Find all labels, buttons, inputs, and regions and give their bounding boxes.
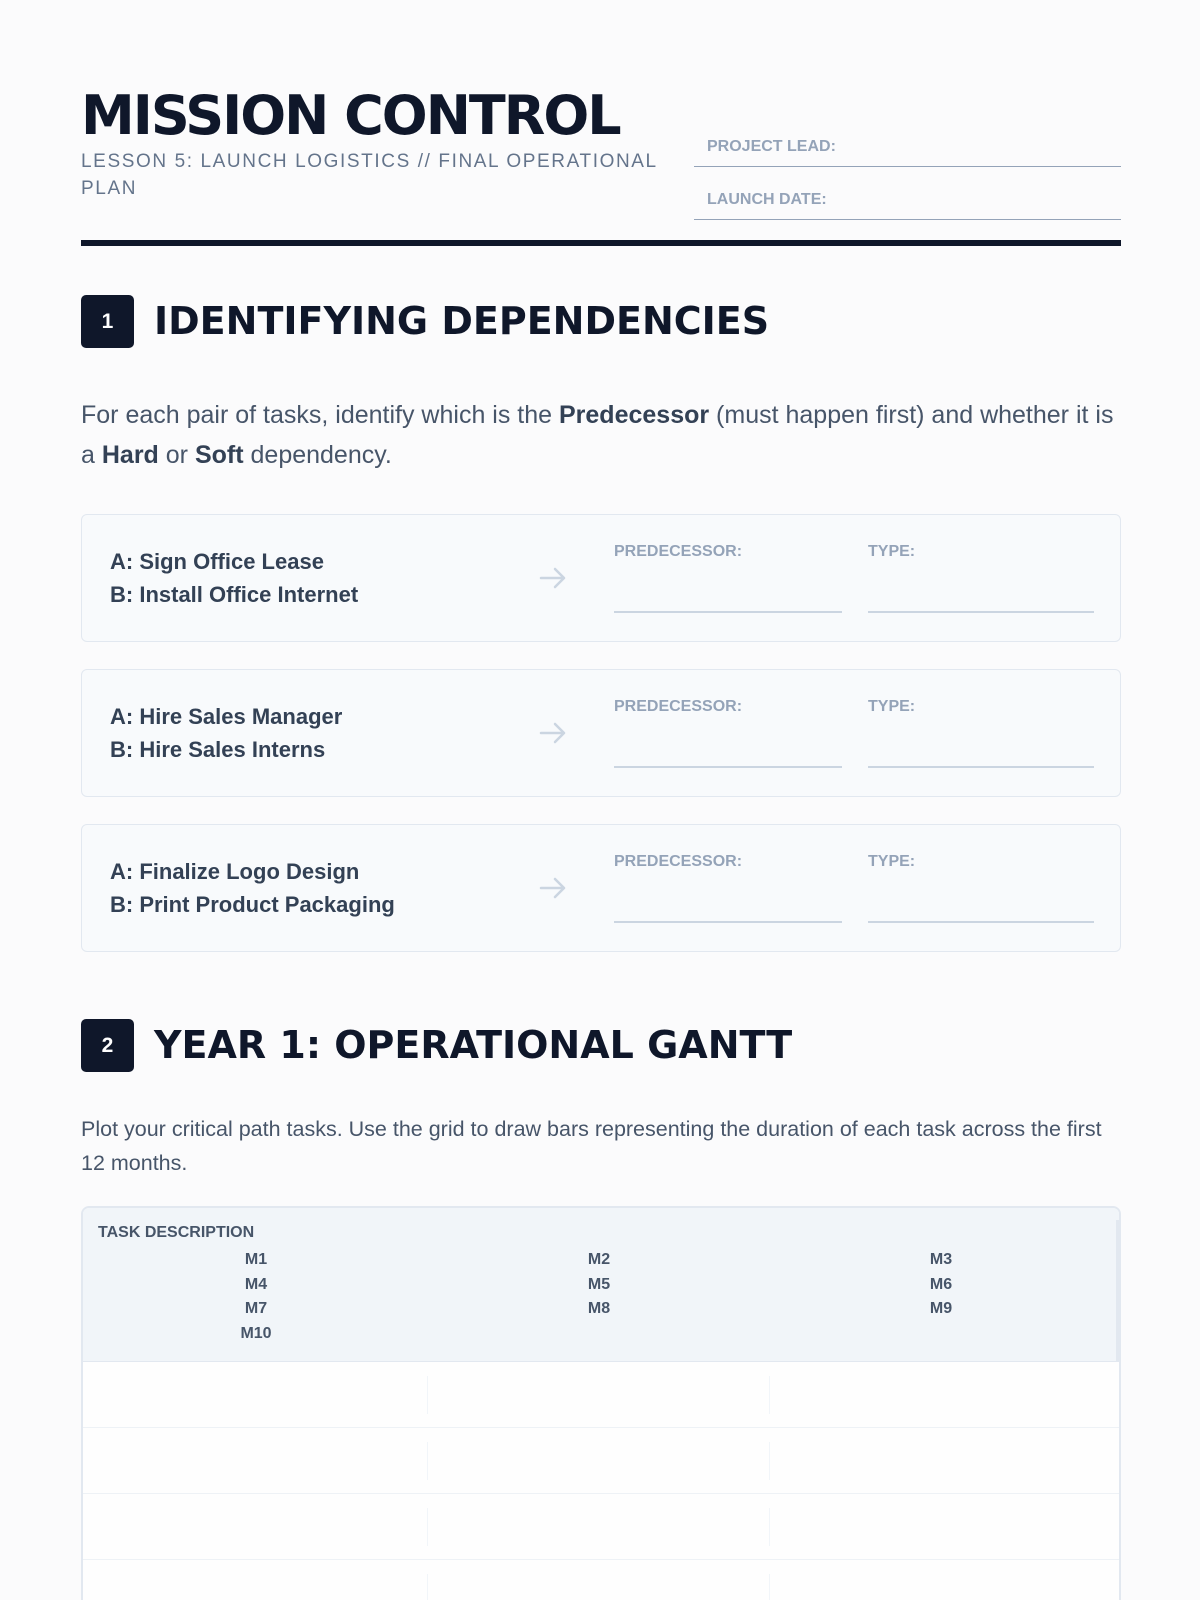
instructions-bold: Predecessor xyxy=(559,401,710,429)
task-a: A: Hire Sales Manager xyxy=(110,704,343,729)
page-header xyxy=(81,86,1121,206)
predecessor-label: PREDECESSOR: xyxy=(614,543,743,560)
month-label: M10 xyxy=(240,1324,272,1342)
predecessor-label: PREDECESSOR: xyxy=(614,853,743,870)
arrow-right-icon xyxy=(538,873,568,903)
launch-date-field[interactable] xyxy=(694,167,1121,220)
month-column-3 xyxy=(891,1248,991,1322)
page-title: MISSION CONTROL xyxy=(81,84,620,147)
project-lead-label: PROJECT LEAD: xyxy=(707,138,836,155)
instructions-bold: Hard xyxy=(101,441,159,469)
arrow-right-icon xyxy=(538,718,568,748)
header-fields xyxy=(694,114,1121,220)
section-2-badge: 2 xyxy=(81,1019,134,1072)
type-answer-line[interactable] xyxy=(868,921,1094,923)
section-2-instructions: Plot your critical path tasks. Use the grid to draw bars representing the duration of each task across the first 12 months. xyxy=(81,1117,1102,1175)
gantt-row[interactable] xyxy=(83,1494,1119,1560)
month-label: M8 xyxy=(587,1300,611,1317)
month-column-1 xyxy=(206,1248,306,1346)
month-label: M9 xyxy=(929,1300,953,1317)
section-2-heading xyxy=(81,1019,1121,1073)
gantt-row[interactable] xyxy=(83,1428,1119,1494)
month-label: M3 xyxy=(929,1251,953,1268)
cell-divider xyxy=(427,1574,428,1600)
page-subtitle: LESSON 5: LAUNCH LOGISTICS // FINAL OPERATIONAL PLAN xyxy=(81,151,658,199)
instructions-text: or xyxy=(158,441,195,469)
launch-date-label: LAUNCH DATE: xyxy=(707,191,827,208)
cell-divider xyxy=(769,1508,770,1546)
month-label: M7 xyxy=(244,1300,268,1317)
type-answer-line[interactable] xyxy=(868,611,1094,613)
task-b: B: Hire Sales Interns xyxy=(110,737,326,762)
month-label: M2 xyxy=(587,1251,611,1268)
instructions-bold: Soft xyxy=(194,441,244,469)
predecessor-answer-line[interactable] xyxy=(614,611,842,613)
cell-divider xyxy=(769,1376,770,1414)
month-label: M4 xyxy=(244,1275,268,1293)
cell-divider xyxy=(427,1376,428,1414)
gantt-grid xyxy=(81,1206,1121,1600)
section-1-instructions xyxy=(81,395,1121,475)
predecessor-answer-line[interactable] xyxy=(614,766,842,768)
section-1-heading xyxy=(81,295,1121,349)
type-label: TYPE: xyxy=(868,543,916,560)
dependency-card xyxy=(81,824,1121,952)
cell-divider xyxy=(427,1508,428,1546)
header-scrollbar[interactable] xyxy=(1116,1220,1119,1362)
task-a: A: Finalize Logo Design xyxy=(110,859,360,884)
task-b: B: Install Office Internet xyxy=(110,582,359,607)
task-description-header: TASK DESCRIPTION xyxy=(98,1224,255,1241)
task-a: A: Sign Office Lease xyxy=(110,549,324,574)
gantt-header xyxy=(83,1208,1119,1362)
section-1-title: IDENTIFYING DEPENDENCIES xyxy=(154,299,770,343)
month-column-2 xyxy=(549,1248,649,1322)
cell-divider xyxy=(769,1574,770,1600)
dependency-card xyxy=(81,669,1121,797)
section-2-title: YEAR 1: OPERATIONAL GANTT xyxy=(154,1023,793,1067)
section-1-badge: 1 xyxy=(81,295,134,348)
instructions-text: For each pair of tasks, identify which is the xyxy=(81,401,559,429)
type-answer-line[interactable] xyxy=(868,766,1094,768)
type-label: TYPE: xyxy=(868,853,916,870)
month-label: M5 xyxy=(587,1275,611,1293)
dependency-card xyxy=(81,514,1121,642)
gantt-row[interactable] xyxy=(83,1560,1119,1600)
cell-divider xyxy=(769,1442,770,1480)
task-b: B: Print Product Packaging xyxy=(110,892,395,917)
gantt-row[interactable] xyxy=(83,1362,1119,1428)
cell-divider xyxy=(427,1442,428,1480)
instructions-text: (must happen first) and whether it is a xyxy=(81,401,1114,469)
predecessor-answer-line[interactable] xyxy=(614,921,842,923)
project-lead-field[interactable] xyxy=(694,114,1121,167)
instructions-text: dependency. xyxy=(243,441,392,469)
predecessor-label: PREDECESSOR: xyxy=(614,698,743,715)
type-label: TYPE: xyxy=(868,698,916,715)
header-divider xyxy=(81,240,1121,246)
arrow-right-icon xyxy=(538,563,568,593)
month-label: M1 xyxy=(244,1251,268,1268)
month-label: M6 xyxy=(929,1275,953,1293)
